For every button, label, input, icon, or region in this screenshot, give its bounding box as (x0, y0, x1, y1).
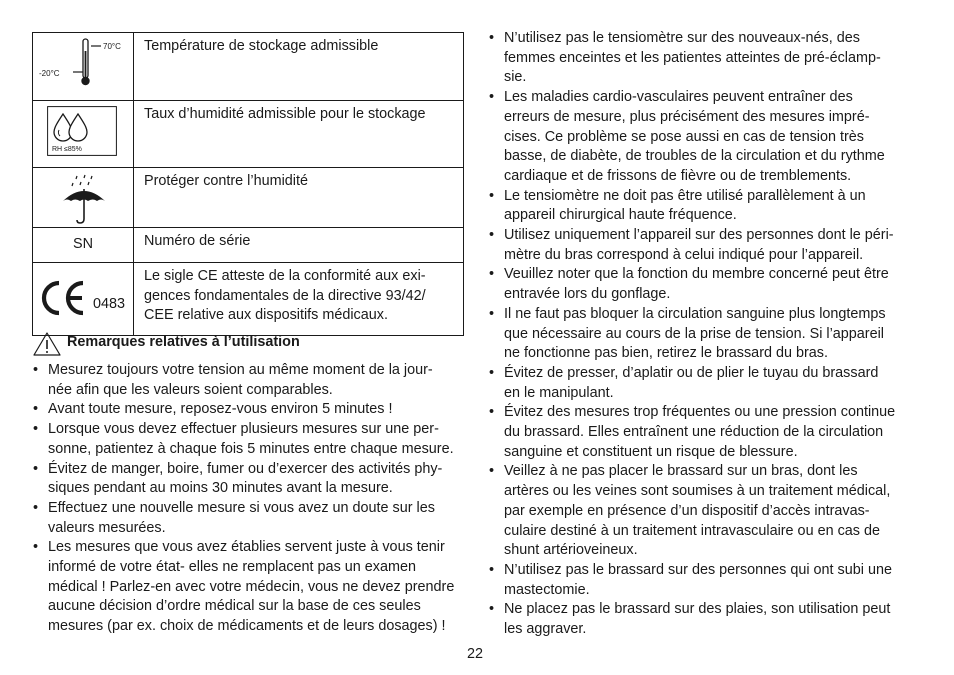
list-item (488, 88, 928, 187)
list-item (488, 265, 928, 304)
ce-mark-icon (41, 277, 87, 319)
row-description: Température de stockage admissible (134, 33, 464, 101)
bullet: • (489, 227, 495, 244)
row-description: Numéro de série (134, 228, 464, 263)
symbols-table (32, 32, 464, 336)
bullet: • (33, 401, 39, 418)
list-item-line: mètre du bras correspond à celui indiqué pour l’appareil. (504, 246, 864, 263)
bullet: • (489, 266, 495, 283)
bullet: • (489, 601, 495, 618)
list-item-line: basse, de diabète, de troubles de la circulation et du rythme (504, 148, 885, 165)
list-item-line: mesures (par ex. choix de médicaments et de leurs dosages) ! (48, 618, 446, 635)
thermo-max-label: 70°C (103, 42, 121, 51)
list-item (32, 420, 464, 459)
list-item-line: née afin que les valeurs soient comparables. (48, 381, 333, 398)
notified-body-number: 0483 (93, 296, 126, 312)
list-item (32, 499, 464, 538)
list-item (488, 403, 928, 462)
right-bullet-list (488, 29, 928, 640)
table-row (33, 33, 464, 101)
humidity-label: RH ≤85% (52, 146, 82, 153)
list-item-line: valeurs mesurées. (48, 519, 166, 536)
list-item-line: N’utilisez pas le tensiomètre sur des nouveaux-nés, des (504, 30, 860, 46)
umbrella-icon (59, 173, 109, 225)
list-item-line: que nécessaire au cours de la prise de tension. Si l’appareil (504, 325, 884, 342)
list-item (32, 460, 464, 499)
bullet: • (489, 561, 495, 578)
list-item-line: Effectuez une nouvelle mesure si vous avez un doute sur les (48, 499, 435, 516)
list-item (32, 400, 464, 420)
list-item (32, 538, 464, 637)
list-item (488, 561, 928, 600)
ce-mark (41, 277, 131, 319)
list-item-line: Le tensiomètre ne doit pas être utilisé parallèlement à un (504, 187, 866, 204)
table-row (33, 228, 464, 263)
list-item-line: culaire destiné à un traitement intravasculaire ou en cas de (504, 522, 880, 539)
thermometer-icon (33, 33, 133, 96)
list-item-line: Avant toute mesure, reposez-vous environ 5 minutes ! (48, 401, 393, 418)
list-item-line: sonne, patientez à chaque fois 5 minutes entre chaque mesure. (48, 440, 454, 457)
page-number: 22 (467, 646, 484, 662)
list-item-line: en le manipulant. (504, 384, 614, 401)
left-column (32, 32, 464, 635)
notice-heading (32, 331, 464, 357)
bullet: • (33, 460, 39, 477)
bullet: • (489, 89, 495, 106)
list-item-line: entravée lors du gonflage. (504, 286, 671, 303)
humidity-cell (33, 101, 134, 168)
list-item-line: Évitez des mesures trop fréquentes ou une pression continue (504, 404, 896, 421)
list-item-line: Les maladies cardio-vasculaires peuvent entraîner des (504, 89, 853, 106)
list-item (488, 226, 928, 265)
list-item-line: mastectomie. (504, 581, 590, 598)
thermometer-cell (33, 33, 134, 101)
ce-line: CEE relative aux dispositifs médicaux. (144, 307, 388, 324)
list-item-line: cises. Ce problème se pose aussi en cas de tension très (504, 128, 864, 145)
left-bullet-list (32, 361, 464, 637)
list-item-line: Mesurez toujours votre tension au même moment de la jour- (48, 362, 433, 378)
list-item (488, 600, 928, 639)
list-item-line: Les mesures que vous avez établies servent juste à vous tenir (48, 539, 445, 556)
list-item (488, 462, 928, 561)
bullet: • (489, 187, 495, 204)
row-description: Protéger contre l’humidité (134, 168, 464, 228)
row-description: Taux d’humidité admissible pour le stockage (134, 101, 464, 168)
list-item-line: par exemple en présence d’un dispositif d’accès intravas- (504, 502, 870, 519)
list-item-line: shunt artérioveineux. (504, 542, 638, 559)
thermo-min-label: -20°C (39, 69, 60, 78)
list-item-line: aucune décision d’ordre médical sur la base de ces seules (48, 598, 421, 615)
list-item-line: Il ne faut pas bloquer la circulation sanguine plus longtemps (504, 305, 886, 322)
right-column (488, 29, 928, 640)
list-item-line: siques pendant au moins 30 minutes avant la mesure. (48, 480, 393, 497)
list-item-line: sanguine et constituent un risque de blessure. (504, 443, 798, 460)
list-item-line: Veuillez noter que la fonction du membre concerné peut être (504, 266, 889, 283)
list-item-line: Veillez à ne pas placer le brassard sur un bras, dont les (504, 463, 858, 480)
humidity-drops-icon (47, 106, 117, 156)
list-item-line: N’utilisez pas le brassard sur des personnes qui ont subi une (504, 561, 892, 578)
bullet: • (33, 539, 39, 556)
list-item-line: artères ou les veines sont soumises à un traitement médical, (504, 483, 891, 500)
ce-line: Le sigle CE atteste de la conformité aux exi- (144, 268, 426, 284)
ce-cell (33, 263, 134, 336)
list-item-line: appareil chirurgical haute fréquence. (504, 207, 737, 224)
list-item (488, 29, 928, 88)
ce-line: gences fondamentales de la directive 93/42/ (144, 287, 426, 304)
list-item (488, 364, 928, 403)
list-item-line: ne fonctionne pas bien, retirez le brassard du bras. (504, 345, 828, 362)
bullet: • (33, 362, 39, 378)
bullet: • (489, 364, 495, 381)
table-row (33, 168, 464, 228)
list-item-line: Ne placez pas le brassard sur des plaies, son utilisation peut (504, 601, 891, 618)
bullet: • (33, 421, 39, 438)
umbrella-cell (33, 168, 134, 228)
list-item-line: médical ! Parlez-en avec votre médecin, vous ne devez prendre (48, 578, 455, 595)
list-item-line: Lorsque vous devez effectuer plusieurs mesures sur une per- (48, 421, 439, 438)
list-item-line: du brassard. Elles entraînent une réduction de la circulation (504, 424, 884, 441)
list-item-line: Utilisez uniquement l’appareil sur des personnes dont le péri- (504, 227, 894, 244)
notice-title: Remarques relatives à l’utilisation (67, 334, 300, 350)
list-item (488, 305, 928, 364)
table-row (33, 101, 464, 168)
bullet: • (489, 404, 495, 421)
list-item-line: cardiaque et de frissons de fièvre ou de tremblements. (504, 167, 852, 184)
list-item-line: Évitez de presser, d’aplatir ou de plier le tuyau du brassard (504, 364, 879, 381)
list-item-line: les aggraver. (504, 621, 587, 638)
list-item-line: informé de votre état- elles ne remplacent pas un examen (48, 559, 416, 576)
list-item-line: sie. (504, 69, 527, 86)
row-description (134, 263, 464, 336)
list-item-line: Évitez de manger, boire, fumer ou d’exercer des activités phy- (48, 460, 443, 477)
list-item (488, 187, 928, 226)
list-item (32, 361, 464, 400)
bullet: • (489, 305, 495, 322)
warning-triangle-icon (32, 331, 62, 357)
table-row (33, 263, 464, 336)
bullet: • (489, 30, 495, 46)
bullet: • (33, 499, 39, 516)
bullet: • (489, 463, 495, 480)
list-item-line: erreurs de mesure, plus précisément des mesures impré- (504, 108, 870, 125)
list-item-line: femmes enceintes et les patientes atteintes de pré-éclamp- (504, 49, 881, 66)
serial-number-symbol: SN (33, 228, 134, 263)
